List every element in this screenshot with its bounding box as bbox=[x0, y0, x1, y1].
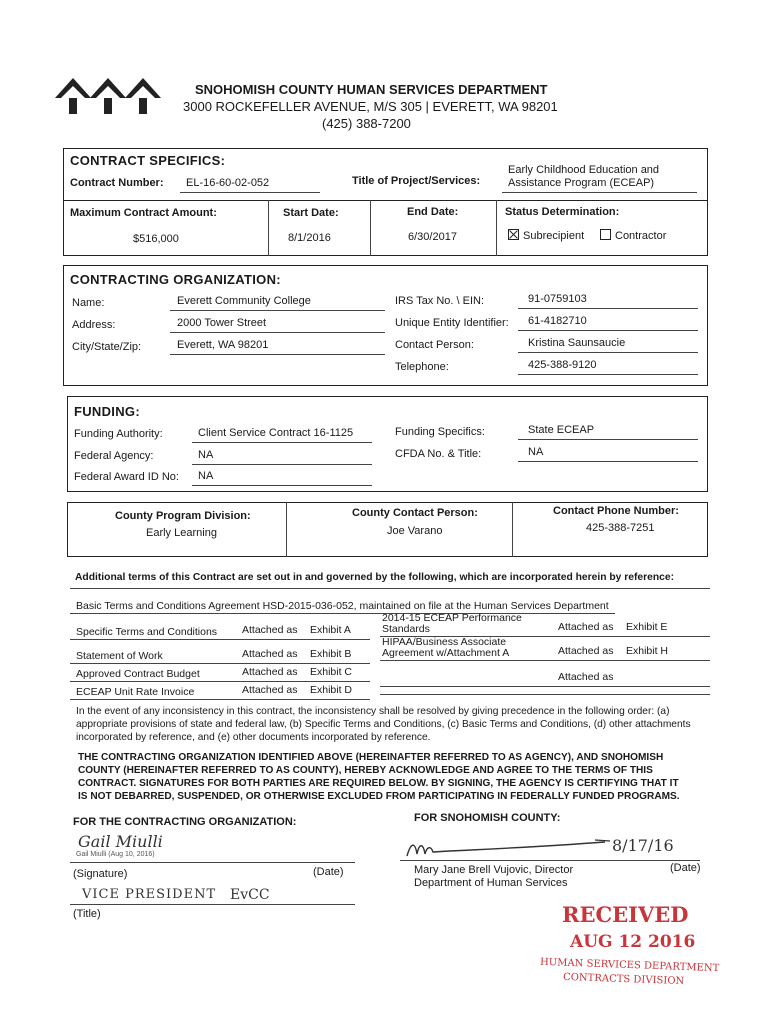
funding-heading: FUNDING: bbox=[74, 404, 140, 419]
term-attached: Attached as bbox=[242, 648, 298, 660]
end-date-value: 6/30/2017 bbox=[408, 231, 457, 243]
start-date-label: Start Date: bbox=[283, 207, 339, 219]
term-attached: Attached as bbox=[242, 624, 298, 636]
funding-authority-value: Client Service Contract 16-1125 bbox=[198, 427, 354, 439]
department-name: SNOHOMISH COUNTY HUMAN SERVICES DEPARTMENT bbox=[195, 82, 548, 97]
org-phone-value: 425-388-9120 bbox=[528, 359, 597, 371]
org-date-label: (Date) bbox=[313, 866, 344, 878]
org-uei-label: Unique Entity Identifier: bbox=[395, 317, 509, 329]
contractor-checkbox[interactable] bbox=[600, 229, 611, 240]
contract-specifics-heading: CONTRACT SPECIFICS: bbox=[70, 153, 226, 168]
subrecipient-checkbox[interactable] bbox=[508, 229, 519, 240]
org-contact-value: Kristina Saunsaucie bbox=[528, 337, 626, 349]
org-phone-label: Telephone: bbox=[395, 361, 449, 373]
term-exhibit: Exhibit C bbox=[310, 666, 353, 678]
federal-agency-label: Federal Agency: bbox=[74, 450, 154, 462]
end-date-label: End Date: bbox=[407, 206, 459, 218]
basic-terms: Basic Terms and Conditions Agreement HSD-2015-036-052, maintained on file at the Human Services Department bbox=[76, 600, 609, 612]
terms-intro: Additional terms of this Contract are set out in and governed by the following, which are incorporated herein by reference: bbox=[75, 572, 675, 583]
term-document-line2: Standards bbox=[382, 623, 430, 635]
title-label: Title of Project/Services: bbox=[352, 175, 481, 187]
term-exhibit: Exhibit E bbox=[626, 621, 668, 633]
term-document: Statement of Work bbox=[76, 650, 163, 662]
org-handwritten-abbrev: EvCC bbox=[230, 887, 270, 903]
inconsistency-line1: In the event of any inconsistency in this contract, the inconsistency shall be resolved by giving precedence in the following order: (a) bbox=[76, 706, 670, 717]
county-logo-icon bbox=[55, 76, 165, 118]
county-signer-name: Mary Jane Brell Vujovic, Director bbox=[414, 864, 574, 876]
county-division-label: County Program Division: bbox=[115, 510, 251, 522]
term-document-line2: Agreement w/Attachment A bbox=[382, 647, 510, 659]
term-exhibit: Exhibit H bbox=[626, 645, 669, 657]
term-exhibit: Exhibit A bbox=[310, 624, 351, 636]
term-attached: Attached as bbox=[242, 684, 298, 696]
county-phone-label: Contact Phone Number: bbox=[553, 505, 679, 517]
term-document: ECEAP Unit Rate Invoice bbox=[76, 686, 195, 698]
org-title-handwritten: VICE PRESIDENT bbox=[82, 887, 217, 902]
funding-authority-label: Funding Authority: bbox=[74, 428, 163, 440]
org-city-value: Everett, WA 98201 bbox=[177, 339, 269, 351]
term-attached: Attached as bbox=[558, 621, 614, 633]
stamp-division: CONTRACTS DIVISION bbox=[562, 971, 685, 988]
term-exhibit: Exhibit B bbox=[310, 648, 352, 660]
org-contact-label: Contact Person: bbox=[395, 339, 474, 351]
start-date-value: 8/1/2016 bbox=[288, 232, 331, 244]
ack-line4: IS NOT DEBARRED, SUSPENDED, OR OTHERWISE EXCLUDED FROM PARTICIPATING IN FEDERALLY FUNDED PROGRAMS. bbox=[78, 791, 680, 802]
subrecipient-option[interactable]: Subrecipient bbox=[508, 229, 584, 242]
cfda-value: NA bbox=[528, 446, 544, 458]
title-line2: Assistance Program (ECEAP) bbox=[508, 177, 655, 189]
org-address-label: Address: bbox=[72, 319, 116, 331]
org-address-value: 2000 Tower Street bbox=[177, 317, 267, 329]
county-contact-label: County Contact Person: bbox=[352, 507, 478, 519]
funding-specifics-value: State ECEAP bbox=[528, 424, 595, 436]
contract-number-label: Contract Number: bbox=[70, 177, 164, 189]
org-irs-value: 91-0759103 bbox=[528, 293, 587, 305]
stamp-dept: HUMAN SERVICES DEPARTMENT bbox=[539, 956, 720, 975]
cfda-label: CFDA No. & Title: bbox=[395, 448, 482, 460]
org-signature-label: (Signature) bbox=[73, 868, 128, 880]
organization-heading: CONTRACTING ORGANIZATION: bbox=[70, 272, 281, 287]
department-phone: (425) 388-7200 bbox=[322, 116, 411, 131]
county-division-value: Early Learning bbox=[146, 527, 217, 539]
title-line1: Early Childhood Education and bbox=[508, 164, 660, 176]
org-irs-label: IRS Tax No. \ EIN: bbox=[395, 295, 485, 307]
inconsistency-line3: incorporated by reference, and (e) other documents incorporated by reference. bbox=[76, 732, 431, 743]
term-attached: Attached as bbox=[558, 645, 614, 657]
county-date-handwritten: 8/17/16 bbox=[612, 836, 674, 855]
org-city-label: City/State/Zip: bbox=[72, 341, 142, 353]
county-date-label: (Date) bbox=[670, 862, 701, 874]
county-signature-icon bbox=[405, 836, 615, 862]
term-document: Approved Contract Budget bbox=[76, 668, 200, 680]
county-signer-dept: Department of Human Services bbox=[414, 877, 568, 889]
org-name-value: Everett Community College bbox=[177, 295, 311, 307]
term-exhibit: Exhibit D bbox=[310, 684, 353, 696]
federal-award-value: NA bbox=[198, 470, 214, 482]
federal-award-label: Federal Award ID No: bbox=[74, 471, 179, 483]
org-uei-value: 61-4182710 bbox=[528, 315, 587, 327]
federal-agency-value: NA bbox=[198, 449, 214, 461]
org-signature-heading: FOR THE CONTRACTING ORGANIZATION: bbox=[73, 816, 297, 828]
term-document: Specific Terms and Conditions bbox=[76, 626, 218, 638]
received-stamp: RECEIVED bbox=[562, 902, 689, 927]
org-signature-meta: Gail Miulli (Aug 10, 2016) bbox=[76, 851, 155, 858]
term-attached: Attached as bbox=[558, 671, 614, 683]
max-amount-value: $516,000 bbox=[133, 233, 179, 245]
org-title-label: (Title) bbox=[73, 908, 101, 920]
contract-number-value: EL-16-60-02-052 bbox=[186, 177, 270, 189]
inconsistency-line2: appropriate provisions of state and federal law, (b) Specific Terms and Conditions, (c) Basic Terms and Conditions, (d) other attachments bbox=[76, 719, 691, 730]
funding-specifics-label: Funding Specifics: bbox=[395, 426, 485, 438]
term-document-line1: HIPAA/Business Associate bbox=[382, 636, 507, 648]
status-label: Status Determination: bbox=[505, 206, 620, 218]
county-signature-heading: FOR SNOHOMISH COUNTY: bbox=[414, 812, 561, 824]
contractor-option[interactable]: Contractor bbox=[600, 229, 666, 242]
org-signature: Gail Miulli bbox=[78, 832, 163, 851]
term-attached: Attached as bbox=[242, 666, 298, 678]
county-phone-value: 425-388-7251 bbox=[586, 522, 655, 534]
department-address: 3000 ROCKEFELLER AVENUE, M/S 305 | EVERETT, WA 98201 bbox=[183, 99, 558, 114]
ack-line2: COUNTY (HEREINAFTER REFERRED TO AS COUNTY), HEREBY ACKNOWLEDGE AND AGREE TO THE TERMS OF THIS bbox=[78, 765, 653, 776]
term-document-line1: 2014-15 ECEAP Performance bbox=[382, 612, 522, 624]
county-contact-value: Joe Varano bbox=[387, 525, 443, 537]
stamp-date: AUG 12 2016 bbox=[570, 932, 696, 952]
org-name-label: Name: bbox=[72, 297, 105, 309]
ack-line1: THE CONTRACTING ORGANIZATION IDENTIFIED ABOVE (HEREINAFTER REFERRED TO AS AGENCY), AND SNOHOMISH bbox=[78, 752, 664, 763]
max-amount-label: Maximum Contract Amount: bbox=[70, 207, 217, 219]
ack-line3: CONTRACT. SIGNATURES FOR BOTH PARTIES ARE REQUIRED BELOW. BY SIGNING, THE AGENCY IS CERTIFYING THAT IT bbox=[78, 778, 679, 789]
